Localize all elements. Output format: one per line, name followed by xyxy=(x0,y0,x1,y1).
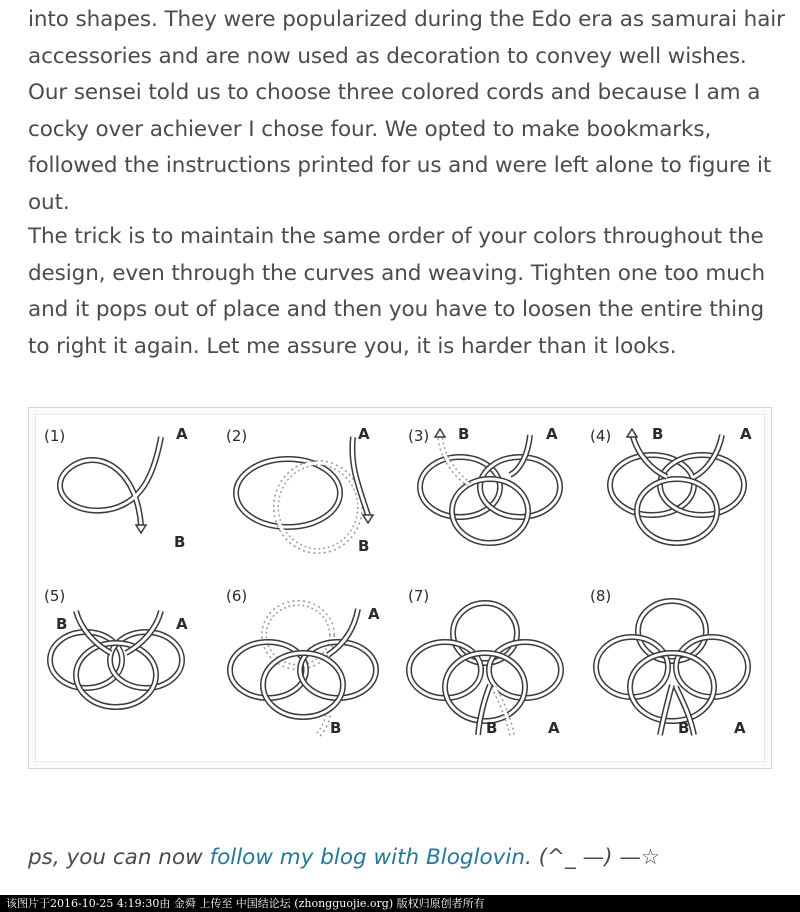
cord-end-label-b: B xyxy=(174,533,186,551)
knot-step-5 xyxy=(44,587,188,707)
cord-end-label-b: B xyxy=(330,719,342,737)
step-number-label: (5) xyxy=(44,587,66,605)
ps-suffix: . (^_ —) —☆ xyxy=(524,845,661,870)
cord-end-arrow xyxy=(627,429,637,437)
knot-step-3 xyxy=(408,425,560,543)
knot-step-4 xyxy=(590,425,752,543)
cord-end-label-b: B xyxy=(458,425,470,443)
cord-end-label-a: A xyxy=(176,425,188,443)
step-number-label: (4) xyxy=(590,427,612,445)
cord-end-label-b: B xyxy=(652,425,664,443)
step-number-label: (6) xyxy=(226,587,248,605)
cord-end-label-a: A xyxy=(546,425,558,443)
cord-end-label-a: A xyxy=(740,425,752,443)
article-paragraph: The trick is to maintain the same order of your colors throughout the design, even through the curves and weaving. Tighten one too much and it pops out of place and then you have to loosen the entire thing to right it again. Let me assure you, it is harder than it looks. xyxy=(28,224,766,359)
knot-instruction-figure xyxy=(28,407,772,769)
knot-step-8 xyxy=(590,587,748,737)
knot-diagram-svg xyxy=(36,415,766,763)
cord-end-label-a: A xyxy=(548,719,560,737)
step-number-label: (2) xyxy=(226,427,248,445)
cord-end-label-a: A xyxy=(176,615,188,633)
step-number-label: (7) xyxy=(408,587,430,605)
step-number-label: (3) xyxy=(408,427,430,445)
cord-end-label-b: B xyxy=(56,615,68,633)
knot-step-2 xyxy=(226,425,373,555)
ps-note xyxy=(28,845,660,870)
cord-end-label-a: A xyxy=(734,719,746,737)
loop-ring-inner xyxy=(236,459,340,527)
cord-end-arrow xyxy=(435,429,445,437)
upload-watermark-bar xyxy=(0,895,800,912)
cord-b-inner xyxy=(660,685,672,735)
ps-prefix: ps, you can now xyxy=(28,845,210,870)
cord-end-label-a: A xyxy=(368,605,380,623)
cord-end-label-a: A xyxy=(358,425,370,443)
step-number-label: (8) xyxy=(590,587,612,605)
bloglovin-follow-link[interactable]: follow my blog with Bloglovin xyxy=(209,845,525,870)
knot-step-1 xyxy=(44,425,188,551)
cord-end-arrow xyxy=(136,525,146,533)
cord-end-label-b: B xyxy=(358,537,370,555)
knot-step-6 xyxy=(226,587,380,737)
knot-step-7 xyxy=(408,587,561,737)
dotted-loop-inner xyxy=(276,463,360,551)
cord-end-label-b: B xyxy=(678,719,690,737)
article-paragraph: into shapes. They were popularized during the Edo era as samurai hair accessories and are now used as decoration to convey well wishes. Our sensei told us to choose three colored cords and because I am a cocky over achiever I chose four. We opted to make bookmarks, followed the instructions printed for us and were left alone to figure it out. xyxy=(28,7,785,215)
cord-end-label-b: B xyxy=(486,719,498,737)
step-number-label: (1) xyxy=(44,427,66,445)
watermark-text: 该图片于2016-10-25 4:19:30由 金舜 上传至 中国结论坛 (zhongguojie.org) 版权归原创者所有 xyxy=(6,897,485,910)
knot-diagram-panel xyxy=(35,414,765,762)
cord-end-arrow xyxy=(363,515,373,523)
bottom-loop-inner xyxy=(452,479,528,543)
